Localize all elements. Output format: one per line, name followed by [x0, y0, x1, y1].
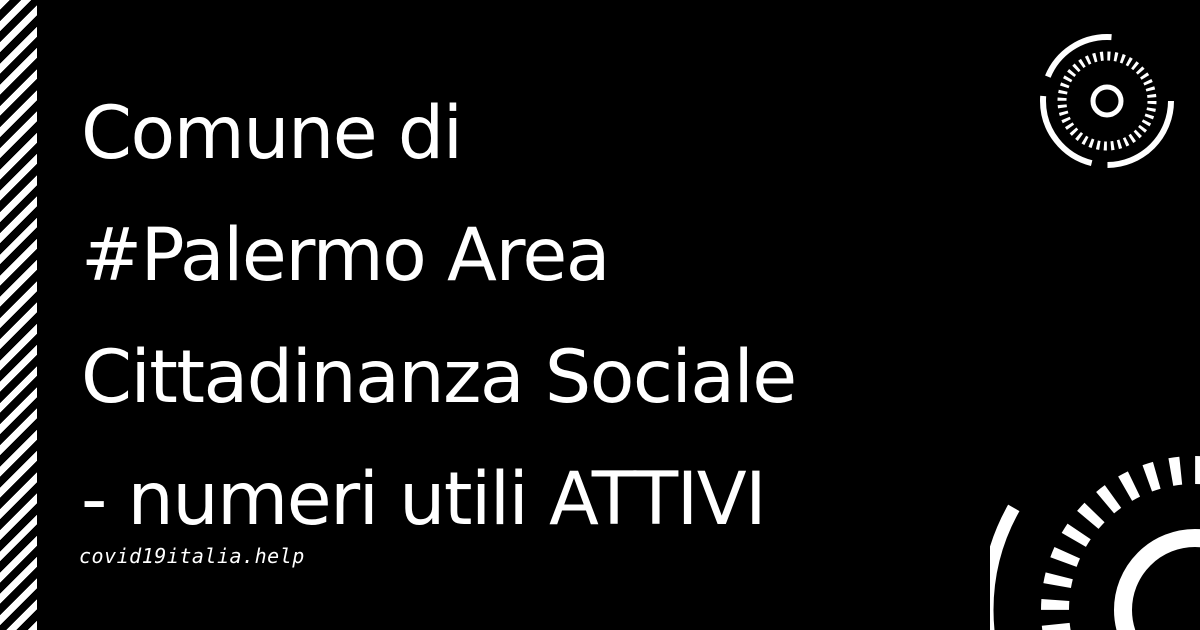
headline-title: [81, 73, 1021, 561]
logo-ring-icon: [1035, 25, 1195, 185]
logo-ring-large-icon: [990, 380, 1200, 630]
headline-line-4: - numeri utili ATTIVI: [81, 457, 766, 542]
headline-line-3: Cittadinanza Sociale: [81, 335, 796, 420]
striped-edge-band: [0, 0, 37, 630]
headline-line-2: #Palermo Area: [81, 213, 610, 298]
headline-line-1: Comune di: [81, 91, 462, 176]
site-url-link[interactable]: covid19italia.help: [79, 544, 305, 568]
